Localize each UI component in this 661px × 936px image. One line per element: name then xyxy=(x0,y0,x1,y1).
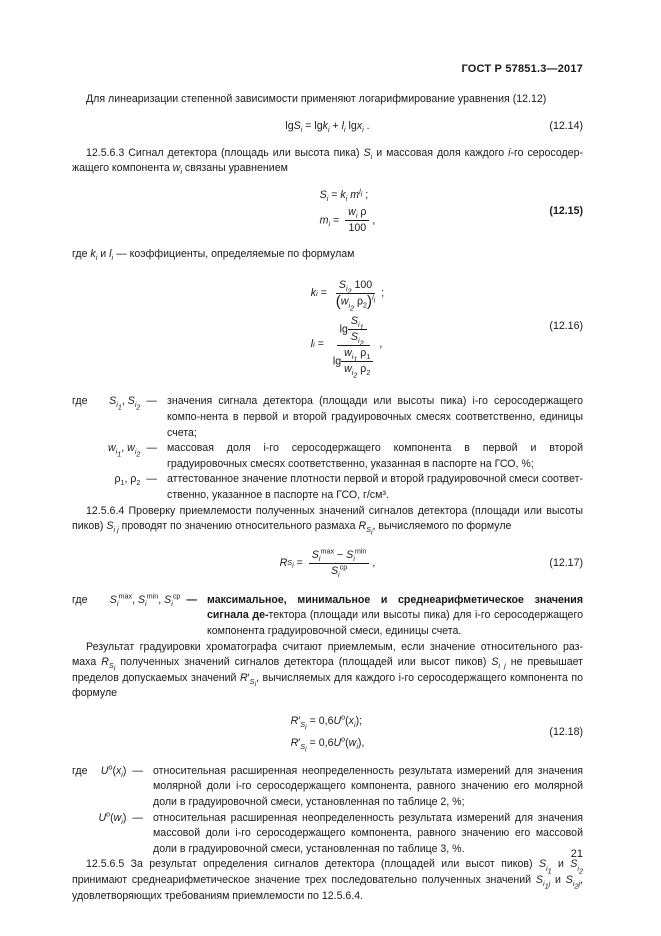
legend-symbol: где $S_{i_1}$, $S_{i_2}—$ xyxy=(72,395,158,412)
intro-paragraph: Для линеаризации степенной зависимости применяют логарифмирование уравнения (12.12) xyxy=(86,93,547,105)
equation-12-14-body: $\lg S_i = \lg k_i + l_i$ lgx$_i$ . xyxy=(285,119,370,134)
legend-max-min xyxy=(72,593,583,640)
legend-description: массовая доля i-го серосодержащего компонента в первой и второй градуировочных смесях соответственно, указанная в паспорте на ГСО, %; xyxy=(167,442,583,470)
legend-description: относительная расширенная неопределенность результата измерений для значения массовой доли i-го серосодержащего компонента, равного значению его массовой доли в градуировочной смеси, установленная по таблице 3, %. xyxy=(153,811,583,855)
where-coefficients: где $k_i$ и $l_i$ — коэффициенты, определяемые по формулам xyxy=(72,247,355,262)
equation-12-15: $S_i = k_i$ $m^{l_i}$ ; $m_i$ = $\frac{w_i \rho}{100}$ , (12.15) xyxy=(319,186,583,235)
equation-12-14 xyxy=(72,116,583,138)
legend-description: относительная расширенная неопределенность результата измерений для значения молярной доли i-го серосодержащего компонента, равного значению его молярной доли в градуировочной смеси, установленная по таблице 2, %; xyxy=(153,764,583,809)
equation-number: (12.15) xyxy=(549,204,583,217)
equation-number: (12.14) xyxy=(549,119,583,132)
equation-number: (12.17) xyxy=(549,556,583,569)
legend-symbol: где $S_i^{max}$, $S_i^{min}$, $S_i^{ср}$ — xyxy=(72,591,198,608)
document-body xyxy=(72,92,583,904)
legend-description: максимальное, минимальное и среднеарифметическое значения сигнала де-тектора (площади или высоты пика) для i-го серосодержащего компонента градуировочной смеси, единицы счета. xyxy=(207,593,583,637)
paragraph-result: Результат градуировки хроматографа считают приемлемым, если значение относительного раз-маха $R_{S_i}$ полученных значений сигналов детектора (площадей или высот пиков) $S_{i j}$ не превышает пределов допускаемых значений $R'_{S_i}$, вычисляемых для каждого i-го серосодержащего компонента по формуле xyxy=(72,640,584,700)
legend-symbol: $w_{i_1}$, $w_{i_2}—$ xyxy=(108,442,158,459)
equation-12-16: k i = $\frac{S_{i_2} 100}{(w_{i_2} \rho_2)^{l_i}}$ ; l i = lg $\frac{S_{i_1}}{S_{i_2}}$ lg $\frac{w_{i_1} \rho_1}{w_{i_2} \rho_2}$ , (12.16) xyxy=(310,279,583,380)
standard-code: ГОСТ Р 57851.3—2017 xyxy=(461,63,583,75)
legend-description: значения сигнала детектора (площади или высоты пика) i-го серосодержащего компо-нента в первой и второй градуировочных смесях соответственно, единицы счета; xyxy=(167,395,583,439)
legend-description: аттестованное значение плотности первой и второй градуировочной смеси соответ-ственно, указанное в паспорте на ГСО, г/см³. xyxy=(167,473,583,501)
equation-number: (12.16) xyxy=(549,320,583,333)
paragraph-12-5-6-4: 12.5.6.4 Проверку приемлемости полученных значений сигналов детектора (площади или высоты пиков) $S_{i j}$ проводят по значению относительного размаха $R_{S_i}$, вычисляемого по формуле xyxy=(72,504,583,537)
paragraph-12-5-6-5: 12.5.6.5 За результат определения сигналов детектора (площадей или высот пиков) $S_{i_1}$ и $S_{i_2}$ принимают среднеарифметическое значение трех последовательно полученных значений $S_{i_1j}$ и $S_{i_2j}$, удовлетворяющих требованиям приемлемости по 12.5.6.4. xyxy=(72,858,583,902)
legend-uncertainty xyxy=(72,764,583,858)
legend-symbol: $\rho_1$, $\rho_2$ — xyxy=(114,473,158,488)
legend-signals xyxy=(72,394,583,503)
legend-symbol: $U^o(w_i)$ — xyxy=(98,809,144,826)
page-number: 21 xyxy=(570,848,583,860)
paragraph-12-5-6-3: 12.5.6.3 Сигнал детектора (площадь или высота пика) $S_i$ и массовая доля каждого i-го серосодер-жащего компонента $w_i$ связаны уравнением xyxy=(72,146,584,177)
legend-symbol: где $U^o(x_i)$ — xyxy=(72,762,144,779)
equation-12-17: R $S_i$ = $\frac{S_i^{max} - S_i^{min}}{S_i^{ср}}$ , (12.17) xyxy=(279,546,583,580)
equation-number: (12.18) xyxy=(549,726,583,739)
equation-12-18: $R'_{S_i} = 0,6U^o(x_i)$; $R'_{S_i} = 0,6U^o(w_i)$, (12.18) xyxy=(290,712,583,754)
